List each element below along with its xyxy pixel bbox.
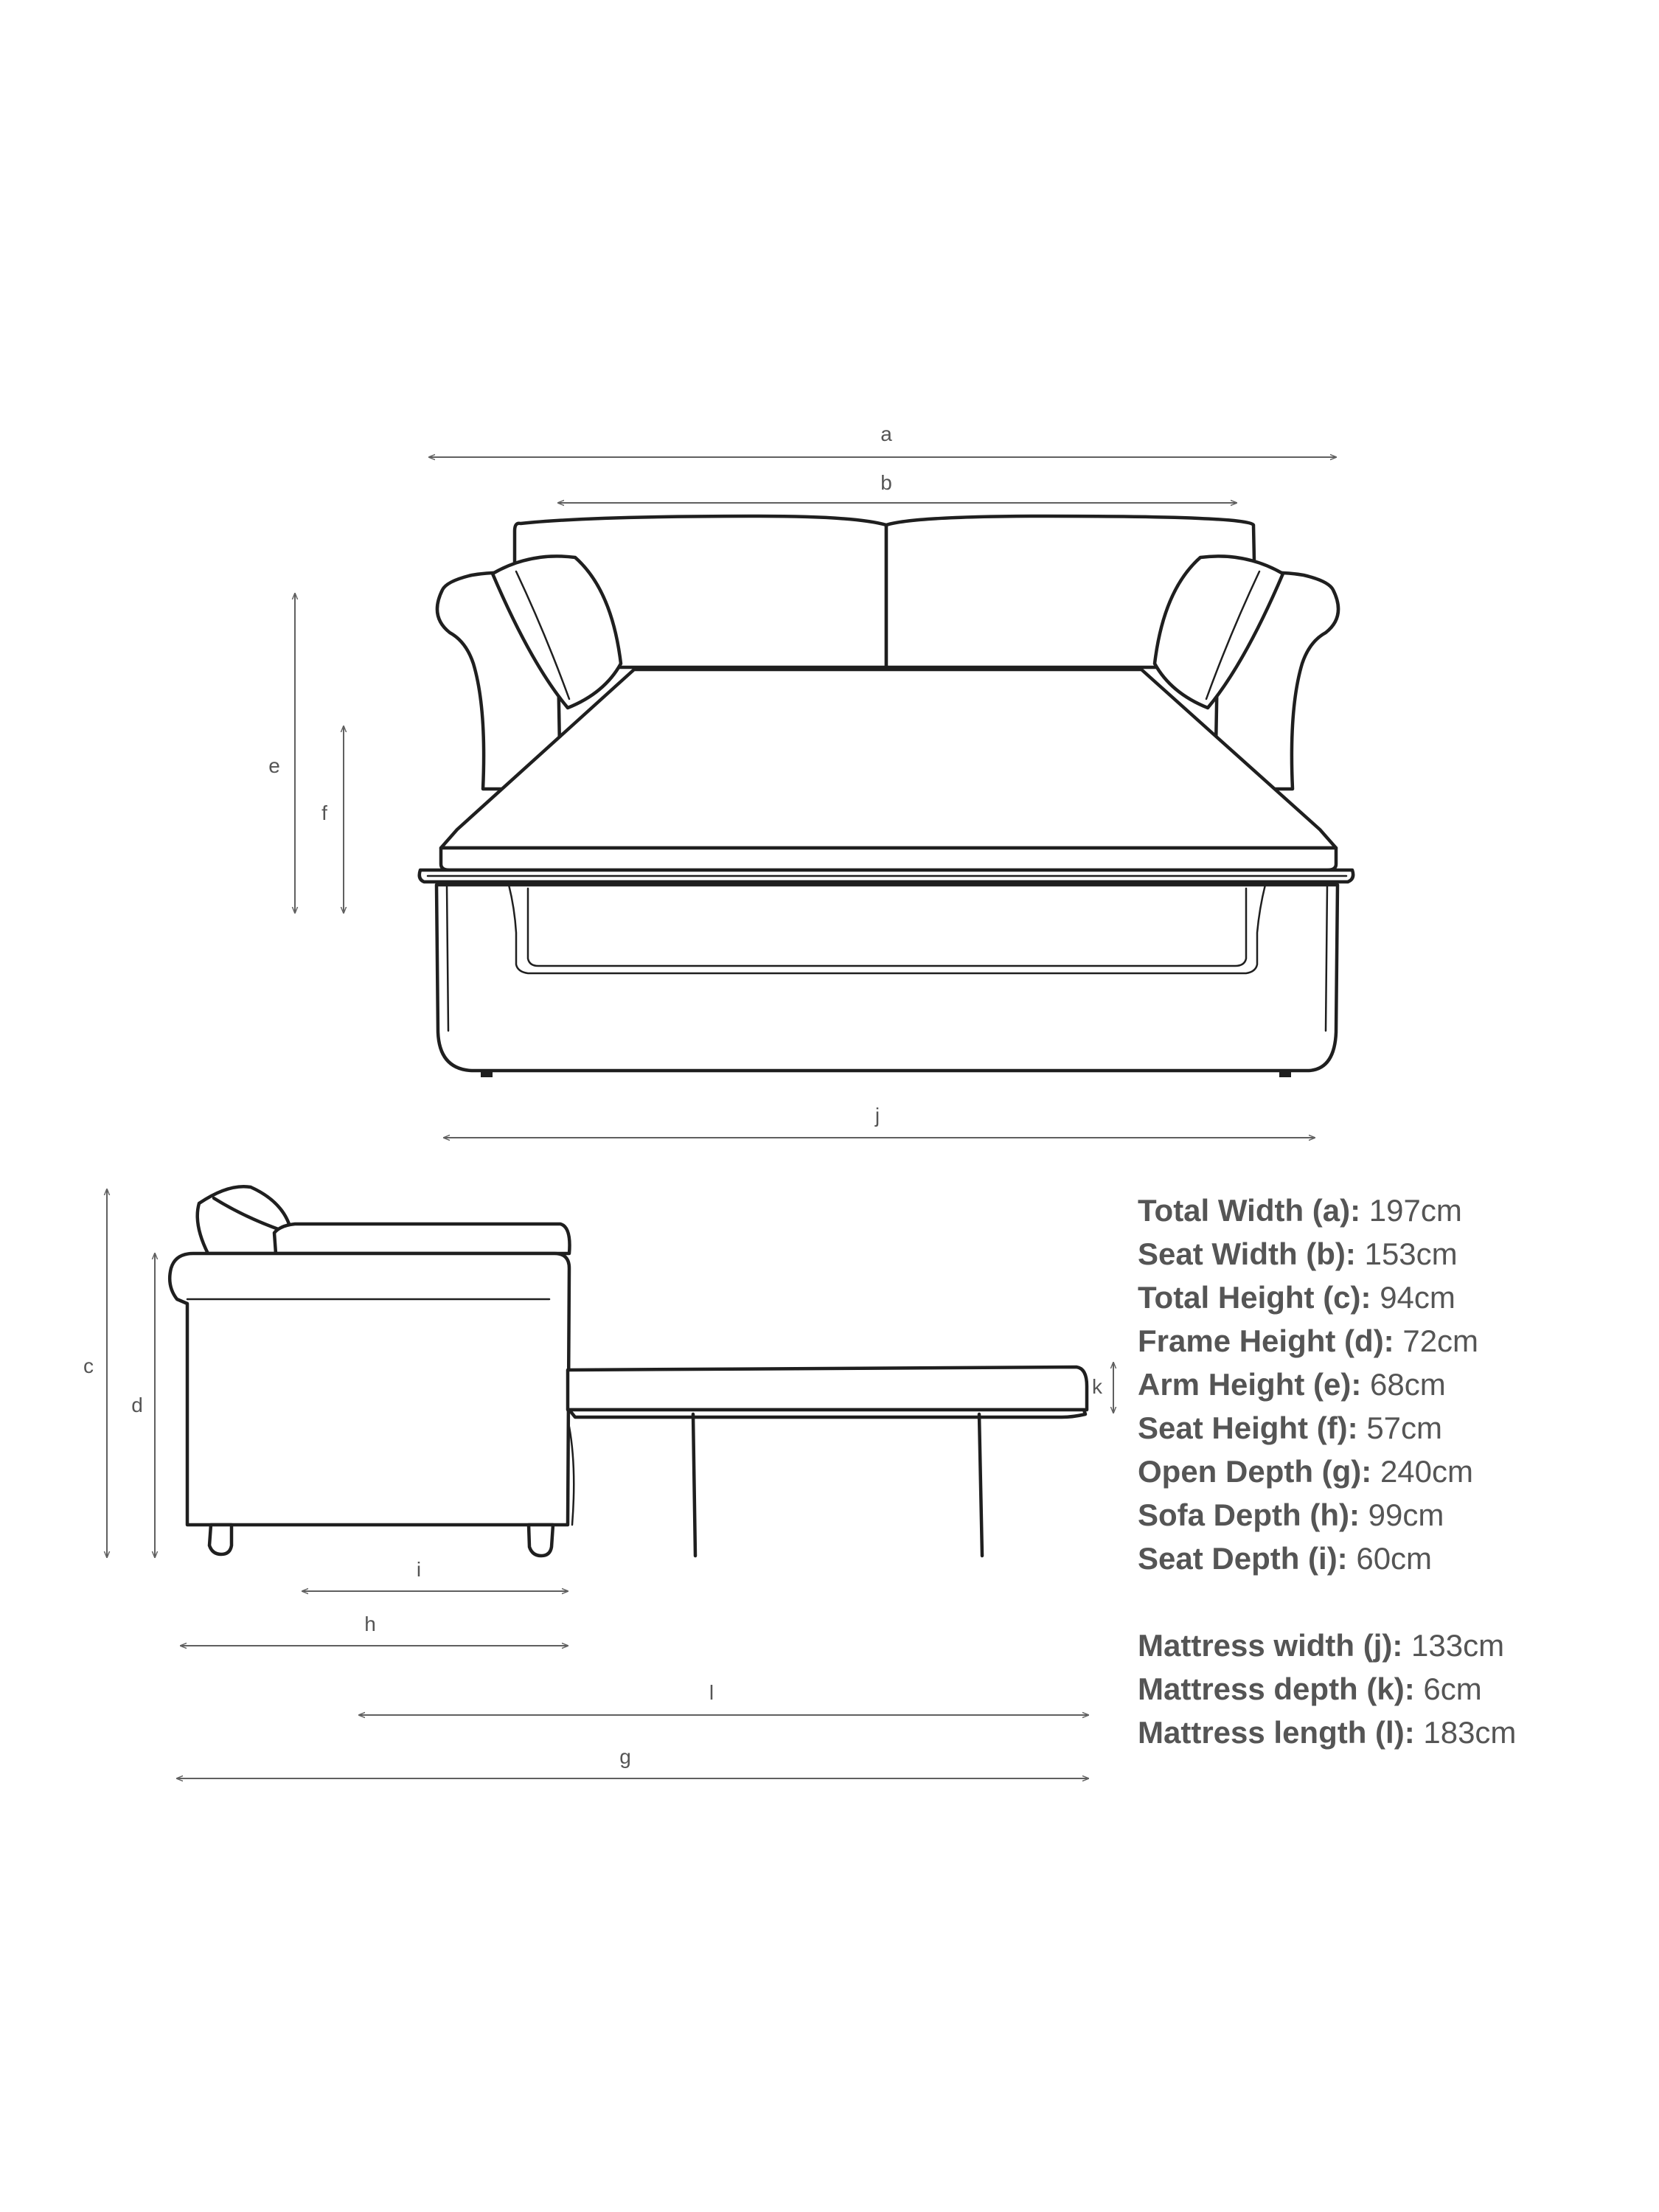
spec-value: 99cm	[1368, 1498, 1444, 1532]
side-seat-cushion	[274, 1224, 570, 1253]
dim-label-d: d	[131, 1394, 143, 1416]
dim-label-k: k	[1092, 1375, 1102, 1398]
dim-label-c: c	[83, 1354, 94, 1377]
dim-label-a: a	[880, 422, 892, 445]
spec-row	[1138, 1537, 1516, 1580]
spec-value: 60cm	[1356, 1541, 1433, 1576]
spec-row	[1138, 1276, 1516, 1319]
spec-row	[1138, 1232, 1516, 1276]
dim-label-i: i	[416, 1558, 422, 1581]
spec-value: 57cm	[1366, 1411, 1443, 1445]
spec-value: 94cm	[1380, 1280, 1455, 1315]
dim-label-e: e	[268, 754, 280, 777]
spec-value: 72cm	[1402, 1324, 1479, 1358]
spec-label: Seat Depth (i):	[1138, 1541, 1348, 1576]
spec-value: 197cm	[1368, 1193, 1462, 1228]
side-leg-back	[529, 1525, 553, 1556]
spec-row	[1138, 1493, 1516, 1537]
sofa-base	[437, 885, 1338, 1071]
spec-label: Mattress depth (k):	[1138, 1672, 1415, 1706]
spec-value: 6cm	[1423, 1672, 1482, 1706]
spec-spacer	[1138, 1580, 1516, 1624]
spec-label: Total Width (a):	[1138, 1193, 1361, 1228]
spec-label: Total Height (c):	[1138, 1280, 1371, 1315]
spec-row	[1138, 1406, 1516, 1450]
side-body	[170, 1253, 569, 1525]
spec-label: Sofa Depth (h):	[1138, 1498, 1360, 1532]
side-mattress	[568, 1367, 1087, 1410]
spec-row	[1138, 1450, 1516, 1493]
spec-label: Seat Width (b):	[1138, 1237, 1356, 1271]
dim-label-l: l	[709, 1681, 714, 1704]
mattress-side	[441, 848, 1336, 870]
bed-leg-1	[693, 1414, 695, 1556]
spec-row	[1138, 1624, 1516, 1667]
front-view	[420, 516, 1353, 1077]
spec-label: Frame Height (d):	[1138, 1324, 1394, 1358]
spec-value: 68cm	[1370, 1367, 1446, 1402]
dim-label-g: g	[619, 1745, 631, 1768]
spec-row	[1138, 1711, 1516, 1754]
spec-value: 133cm	[1411, 1628, 1505, 1663]
spec-value: 153cm	[1364, 1237, 1458, 1271]
spec-label: Mattress length (l):	[1138, 1715, 1415, 1750]
spec-row	[1138, 1667, 1516, 1711]
spec-value: 183cm	[1423, 1715, 1517, 1750]
specification-list	[1138, 1189, 1516, 1754]
dim-label-h: h	[364, 1613, 376, 1635]
spec-label: Mattress width (j):	[1138, 1628, 1403, 1663]
spec-label: Seat Height (f):	[1138, 1411, 1358, 1445]
dim-label-f: f	[321, 801, 327, 824]
spec-row	[1138, 1189, 1516, 1232]
spec-label: Open Depth (g):	[1138, 1454, 1372, 1489]
spec-value: 240cm	[1380, 1454, 1474, 1489]
spec-row	[1138, 1319, 1516, 1363]
spec-row	[1138, 1363, 1516, 1406]
side-leg-front	[209, 1525, 232, 1554]
bed-leg-2	[979, 1414, 982, 1556]
side-view	[170, 1186, 1087, 1556]
spec-label: Arm Height (e):	[1138, 1367, 1362, 1402]
dim-label-b: b	[880, 471, 892, 494]
dim-label-j: j	[874, 1104, 880, 1127]
